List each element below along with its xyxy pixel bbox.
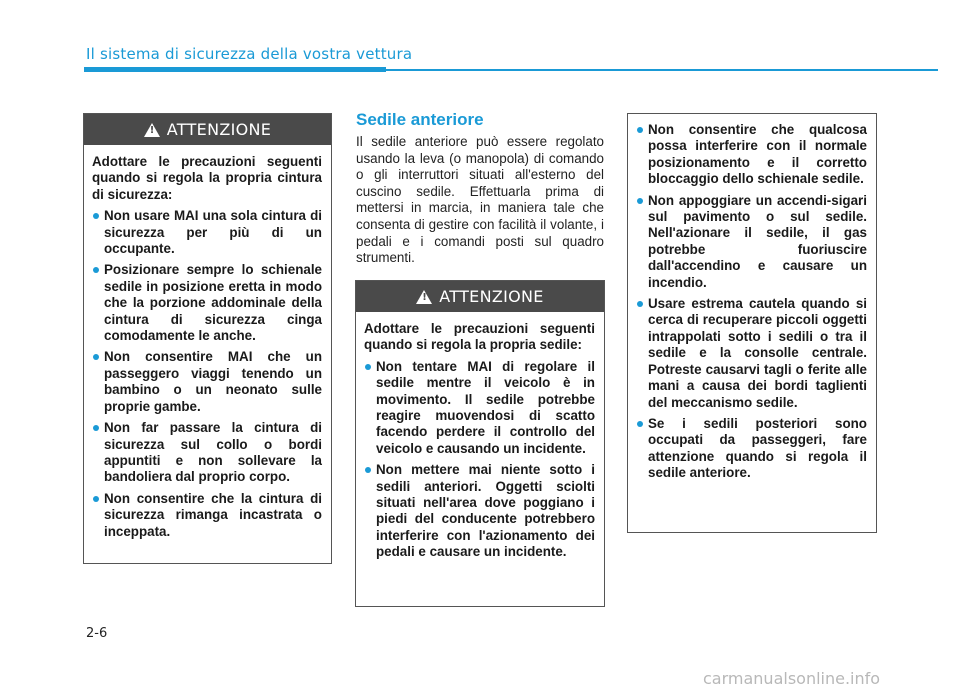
list-item: Non mettere mai niente sotto i sedili anteriori. Oggetti sciolti situati nell'area dove poggiano i piedi del conducente potrebbero interferire con l'azionamento dei pedali e causare un incidente. bbox=[364, 462, 595, 560]
section-text: Il sedile anteriore può essere regolato usando la leva (o manopola) di comando o gli interruttori situati all'esterno del cuscino sedile. Effettuarla prima di mettersi in marcia, in maniera tale che consenta di gestire con facilità il volante, i pedali e i comandi posti sul quadro strumenti. bbox=[356, 134, 604, 266]
list-item: Non far passare la cintura di sicurezza sul collo o bordi appuntiti e non sollevare la bandoliera dal proprio corpo. bbox=[92, 420, 322, 486]
warning-label: ATTENZIONE bbox=[166, 120, 272, 139]
warning-triangle-icon bbox=[144, 123, 160, 137]
warning-intro: Adottare le precauzioni seguenti quando si regola la propria cintura di sicurezza: bbox=[92, 154, 322, 202]
warning-intro: Adottare le precauzioni seguenti quando si regola la propria sedile: bbox=[364, 321, 595, 353]
list-item: Se i sedili posteriori sono occupati da passeggeri, fare attenzione quando si regola il sedile anteriore. bbox=[636, 416, 867, 482]
warning-header bbox=[84, 114, 331, 145]
warning-list bbox=[364, 359, 595, 561]
warning-triangle-icon bbox=[416, 290, 432, 304]
list-item: Non consentire MAI che un passeggero viaggi tenendo un bambino o un neonato sulle proprie gambe. bbox=[92, 349, 322, 415]
section-title: Sedile anteriore bbox=[356, 110, 484, 129]
warning-box-continuation bbox=[627, 113, 877, 533]
list-item: Non consentire che qualcosa possa interferire con il normale posizionamento e il corretto bloccaggio dello schienale sedile. bbox=[636, 122, 867, 188]
header-title: Il sistema di sicurezza della vostra vettura bbox=[86, 45, 413, 63]
warning-label: ATTENZIONE bbox=[439, 287, 544, 306]
page-number: 2-6 bbox=[86, 626, 108, 641]
list-item: Non tentare MAI di regolare il sedile mentre il veicolo è in movimento. Il sedile potrebbe reagire muovendosi di scatto facendo perdere il controllo del veicolo e causando un incidente. bbox=[364, 359, 595, 457]
list-item: Non usare MAI una sola cintura di sicurezza per più di un occupante. bbox=[92, 208, 322, 257]
warning-body bbox=[356, 312, 604, 576]
list-item: Non consentire che la cintura di sicurezza rimanga incastrata o inceppata. bbox=[92, 491, 322, 540]
header-rule-thin bbox=[386, 69, 938, 71]
warning-body bbox=[84, 145, 331, 555]
warning-list bbox=[636, 122, 867, 482]
warning-box-seatbelt bbox=[83, 113, 332, 564]
header-rule-thick bbox=[84, 67, 386, 72]
warning-box-seat bbox=[355, 280, 605, 607]
watermark: carmanualsonline.info bbox=[703, 669, 881, 688]
warning-header bbox=[356, 281, 604, 312]
list-item: Usare estrema cautela quando si cerca di recuperare piccoli oggetti intrappolati sotto i sedili o tra il sedile e la consolle centrale. Potreste causarvi tagli o ferite alle mani a causa dei bordi taglienti del meccanismo sedile. bbox=[636, 296, 867, 411]
warning-list bbox=[92, 208, 322, 540]
list-item: Non appoggiare un accendi-sigari sul pavimento o sul sedile. Nell'azionare il sedile, il gas potrebbe fuoriuscire dall'accendino e causare un incendio. bbox=[636, 193, 867, 291]
warning-body bbox=[628, 114, 876, 497]
list-item: Posizionare sempre lo schienale sedile in posizione eretta in modo che la porzione addominale della cintura di sicurezza cinga comodamente le anche. bbox=[92, 262, 322, 344]
